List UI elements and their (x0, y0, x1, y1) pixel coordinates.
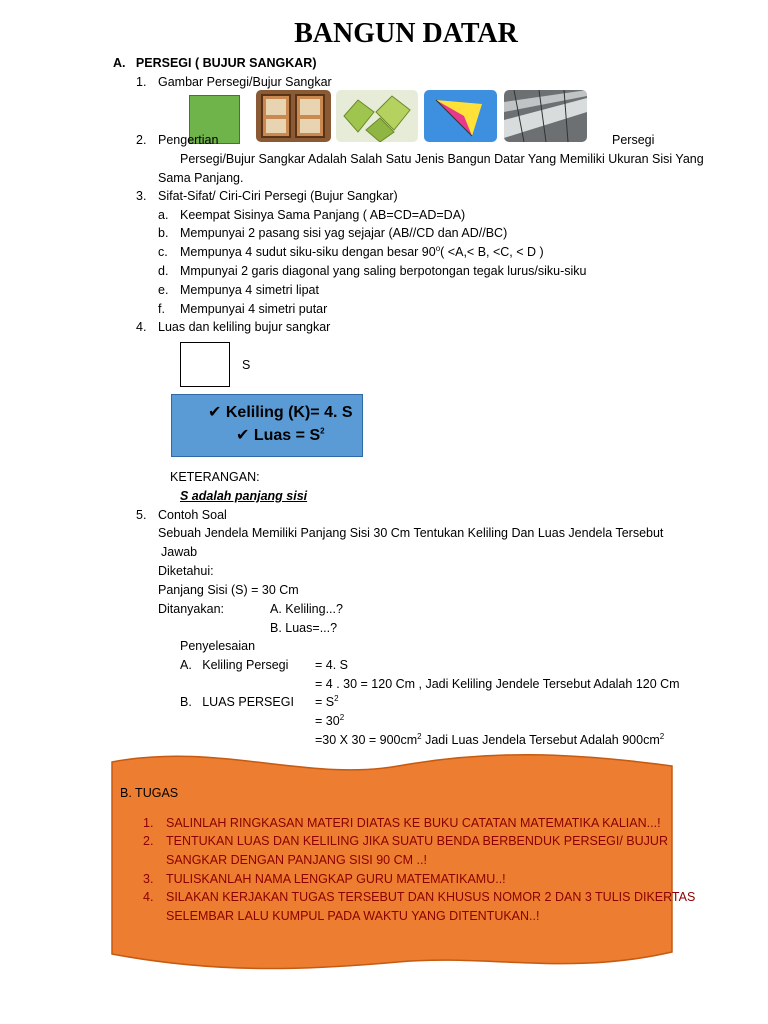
item-contoh-soal: Contoh Soal (158, 508, 227, 522)
task-number: 1. (143, 816, 154, 830)
definition-line-2: Sama Panjang. (158, 171, 244, 185)
tugas-heading: B. TUGAS (120, 786, 179, 800)
ceiling-image (504, 90, 587, 142)
tanya-a: A. Keliling...? (270, 602, 343, 616)
task-item: SALINLAH RINGKASAN MATERI DIATAS KE BUKU CATATAN MATEMATIKA KALIAN...! (166, 816, 661, 830)
cabinet-image (256, 90, 331, 142)
prop-item: Mempunya 4 simetri lipat (180, 283, 319, 297)
pengertian-right-text: Persegi (612, 133, 655, 147)
prop-letter: c. (158, 245, 168, 259)
formula-keliling: ✔ Keliling (K)= 4. S (208, 404, 353, 421)
item-sifat: Sifat-Sifat/ Ciri-Ciri Persegi (Bujur Sangkar) (158, 189, 398, 203)
kite-image (424, 90, 497, 142)
diketahui-label: Diketahui: (158, 564, 214, 578)
prop-item: Mempunyai 4 simetri putar (180, 302, 328, 316)
prop-letter: e. (158, 283, 169, 297)
solution-b-step-3: =30 X $30 = 900cm^2$ Jadi Luas Jendela Tersebut Adalah $900cm^2$ (315, 731, 665, 747)
prop-letter: b. (158, 226, 169, 240)
prop-item-angle: Mempunya 4 sudut siku-siku dengan besar $90^o( <A,< B$, <C, < D ) (180, 243, 544, 259)
solution-b-label: B. LUAS PERSEGI (180, 695, 294, 709)
solution-b-step-2: = $30^2$ (315, 712, 345, 728)
formula-box (171, 394, 363, 457)
ditanyakan-label: Ditanyakan: (158, 602, 225, 616)
solution-a-step-1: = 4. S (315, 658, 349, 672)
item-luas-keliling: Luas dan keliling bujur sangkar (158, 320, 331, 334)
task-number: 2. (143, 834, 154, 848)
list-number-5: 5. (136, 508, 147, 522)
prop-item: Mempunyai 2 pasang sisi yag sejajar (AB//CD dan AD//BC) (180, 226, 508, 240)
task-item-continued: SELEMBAR LALU KUMPUL PADA WAKTU YANG DITENTUKAN..! (166, 909, 540, 923)
page-title: BANGUN DATAR (294, 18, 518, 49)
penyelesaian-label: Penyelesaian (180, 639, 256, 653)
list-number-1: 1. (136, 75, 147, 89)
prop-letter: d. (158, 264, 169, 278)
square-side-label: S (242, 358, 251, 372)
ketupat-image (336, 90, 418, 142)
solution-a-label: A. Keliling Persegi (180, 658, 289, 672)
item-gambar: Gambar Persegi/Bujur Sangkar (158, 75, 332, 89)
prop-letter: a. (158, 208, 169, 222)
definition-line-1: Persegi/Bujur Sangkar Adalah Salah Satu Jenis Bangun Datar Yang Memiliki Ukuran Sisi Yang (180, 152, 704, 166)
section-a-heading: A. PERSEGI ( BUJUR SANGKAR) (113, 56, 317, 70)
list-number-3: 3. (136, 189, 147, 203)
check-icon: ✔ (236, 427, 250, 444)
prop-item: Mmpunyai 2 garis diagonal yang saling berpotongan tegak lurus/siku-siku (180, 264, 587, 278)
solution-b-step-1: = $S^2$ (315, 693, 339, 709)
task-item-continued: SANGKAR DENGAN PANJANG SISI 90 CM ..! (166, 853, 427, 867)
formula-luas: ✔ Luas = $S^2$ (236, 426, 325, 444)
task-number: 4. (143, 890, 154, 904)
panjang-sisi: Panjang Sisi (S) = 30 Cm (158, 583, 299, 597)
list-number-4: 4. (136, 320, 147, 334)
check-icon: ✔ (208, 404, 222, 421)
list-number-2: 2. (136, 133, 147, 147)
keterangan-note: S adalah panjang sisi (180, 489, 308, 503)
item-pengertian: Pengertian (158, 133, 219, 147)
task-item: TENTUKAN LUAS DAN KELILING JIKA SUATU BENDA BERBENDUK PERSEGI/ BUJUR (166, 834, 668, 848)
solution-a-step-2: = 4 . 30 = 120 Cm , Jadi Keliling Jendele Tersebut Adalah 120 Cm (315, 677, 680, 691)
prop-letter: f. (158, 302, 165, 316)
jawab-label: Jawab (161, 545, 198, 559)
square-diagram (180, 342, 230, 387)
tanya-b: B. Luas=...? (270, 621, 338, 635)
keterangan-label: KETERANGAN: (170, 470, 260, 484)
task-number: 3. (143, 872, 154, 886)
task-item: TULISKANLAH NAMA LENGKAP GURU MATEMATIKAMU..! (166, 872, 506, 886)
soal-text: Sebuah Jendela Memiliki Panjang Sisi 30 Cm Tentukan Keliling Dan Luas Jendela Tersebut (158, 526, 664, 540)
task-item: SILAKAN KERJAKAN TUGAS TERSEBUT DAN KHUSUS NOMOR 2 DAN 3 TULIS DIKERTAS (166, 890, 696, 904)
prop-item: Keempat Sisinya Sama Panjang ( AB=CD=AD=DA) (180, 208, 466, 222)
